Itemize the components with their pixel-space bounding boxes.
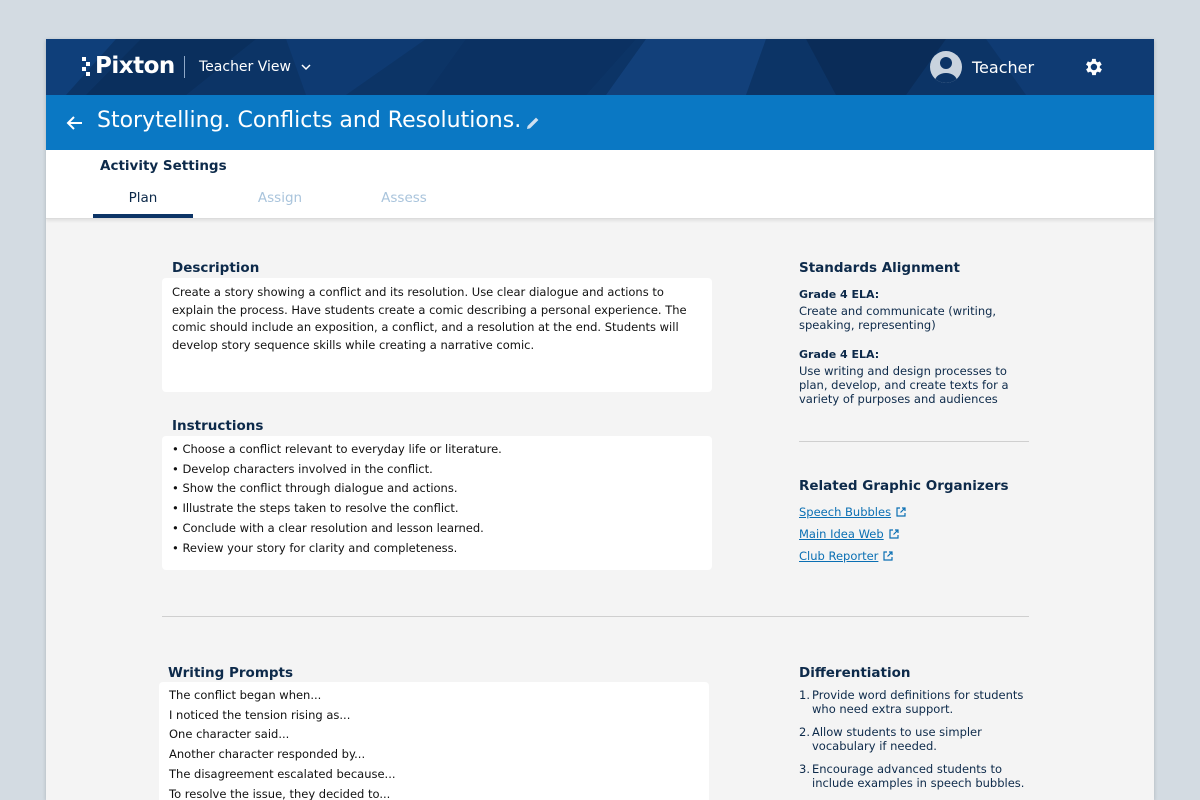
activity-settings-title: Activity Settings (100, 158, 227, 174)
list-item: • Review your story for clarity and completeness. (172, 540, 458, 555)
organizer-link-club-reporter[interactable] (799, 549, 893, 563)
differentiation-heading: Differentiation (799, 665, 911, 681)
organizer-link-label: Club Reporter (799, 549, 879, 563)
list-item: One character said... (169, 727, 290, 742)
external-link-icon (896, 507, 906, 517)
pencil-icon[interactable] (525, 115, 541, 131)
chevron-down-icon (301, 62, 311, 72)
active-tab-indicator (93, 214, 193, 218)
list-item-number: 2. (799, 725, 810, 739)
back-arrow-icon[interactable] (66, 114, 84, 132)
list-item: • Illustrate the steps taken to resolve the conflict. (172, 501, 459, 516)
list-item (799, 725, 1039, 753)
list-item: The disagreement escalated because... (169, 766, 396, 781)
writing-prompts-heading: Writing Prompts (168, 665, 294, 681)
standard-text: Create and communicate (writing, speaking, representing) (799, 304, 997, 332)
list-item-text: Encourage advanced students to include examples in speech bubbles. (812, 762, 1025, 790)
list-item: • Choose a conflict relevant to everyday life or literature. (172, 442, 502, 456)
standard-label: Grade 4 ELA: (799, 288, 880, 301)
gear-icon[interactable] (1082, 56, 1104, 78)
description-field[interactable] (162, 278, 712, 392)
nav-divider (184, 56, 185, 78)
writing-prompts-list (169, 686, 699, 800)
list-item: Another character responded by... (169, 747, 366, 762)
instructions-heading: Instructions (172, 418, 264, 434)
avatar-icon (930, 51, 962, 83)
organizer-link-label: Speech Bubbles (799, 505, 892, 519)
page-title: Storytelling. Conflicts and Resolutions. (97, 108, 522, 133)
organizers-heading: Related Graphic Organizers (799, 478, 1009, 494)
list-item: • Show the conflict through dialogue and actions. (172, 481, 458, 496)
organizer-link-speech-bubbles[interactable] (799, 505, 906, 519)
standard-text: Use writing and design processes to plan, develop, and create texts for a variety of purposes and audiences (799, 364, 1009, 406)
writing-prompts-field[interactable] (159, 682, 709, 800)
instructions-list (172, 440, 702, 558)
external-link-icon (889, 529, 899, 539)
tab-plan[interactable]: Plan (128, 190, 158, 206)
list-item: To resolve the issue, they decided to... (169, 786, 391, 800)
organizer-link-main-idea-web[interactable] (799, 527, 899, 541)
tab-assign[interactable]: Assign (257, 190, 303, 206)
sidebar-divider (799, 441, 1029, 442)
list-item-number: 1. (799, 688, 810, 702)
user-menu[interactable] (930, 51, 1034, 83)
user-name: Teacher (972, 57, 1035, 77)
differentiation-list (799, 688, 1039, 799)
list-item-text: Provide word definitions for students who need extra support. (812, 688, 1024, 716)
list-item (799, 688, 1039, 716)
standard-label: Grade 4 ELA: (799, 348, 880, 361)
description-text: Create a story showing a conflict and its resolution. Use clear dialogue and actions to explain the process. Have students create a comic describing a personal experience. The comic should include an exposition, a conflict, and a resolution at the end. Students will develop story sequence skills while creating a narrative comic. (172, 285, 687, 352)
list-item: • Conclude with a clear resolution and lesson learned. (172, 520, 484, 535)
list-item (799, 762, 1039, 790)
view-selector[interactable] (199, 56, 311, 78)
list-item: I noticed the tension rising as... (169, 707, 351, 722)
list-item: • Develop characters involved in the conflict. (172, 461, 433, 476)
organizer-link-label: Main Idea Web (799, 527, 884, 541)
app-window (46, 39, 1154, 800)
pixton-pixel-icon (82, 55, 94, 77)
list-item-text: Allow students to use simpler vocabulary if needed. (812, 725, 982, 753)
instructions-field[interactable] (162, 436, 712, 570)
tab-assess[interactable]: Assess (381, 190, 427, 206)
section-divider (162, 616, 1029, 617)
description-heading: Description (172, 260, 260, 276)
list-item-number: 3. (799, 762, 810, 776)
external-link-icon (883, 551, 893, 561)
activity-settings-header (46, 150, 1154, 219)
view-selector-label: Teacher View (199, 59, 291, 75)
list-item: The conflict began when... (169, 688, 322, 702)
brand-name: Pixton (95, 53, 175, 79)
top-navigation (46, 39, 1154, 95)
title-bar (46, 95, 1154, 150)
pixton-logo[interactable] (82, 51, 175, 81)
standards-heading: Standards Alignment (799, 260, 960, 276)
